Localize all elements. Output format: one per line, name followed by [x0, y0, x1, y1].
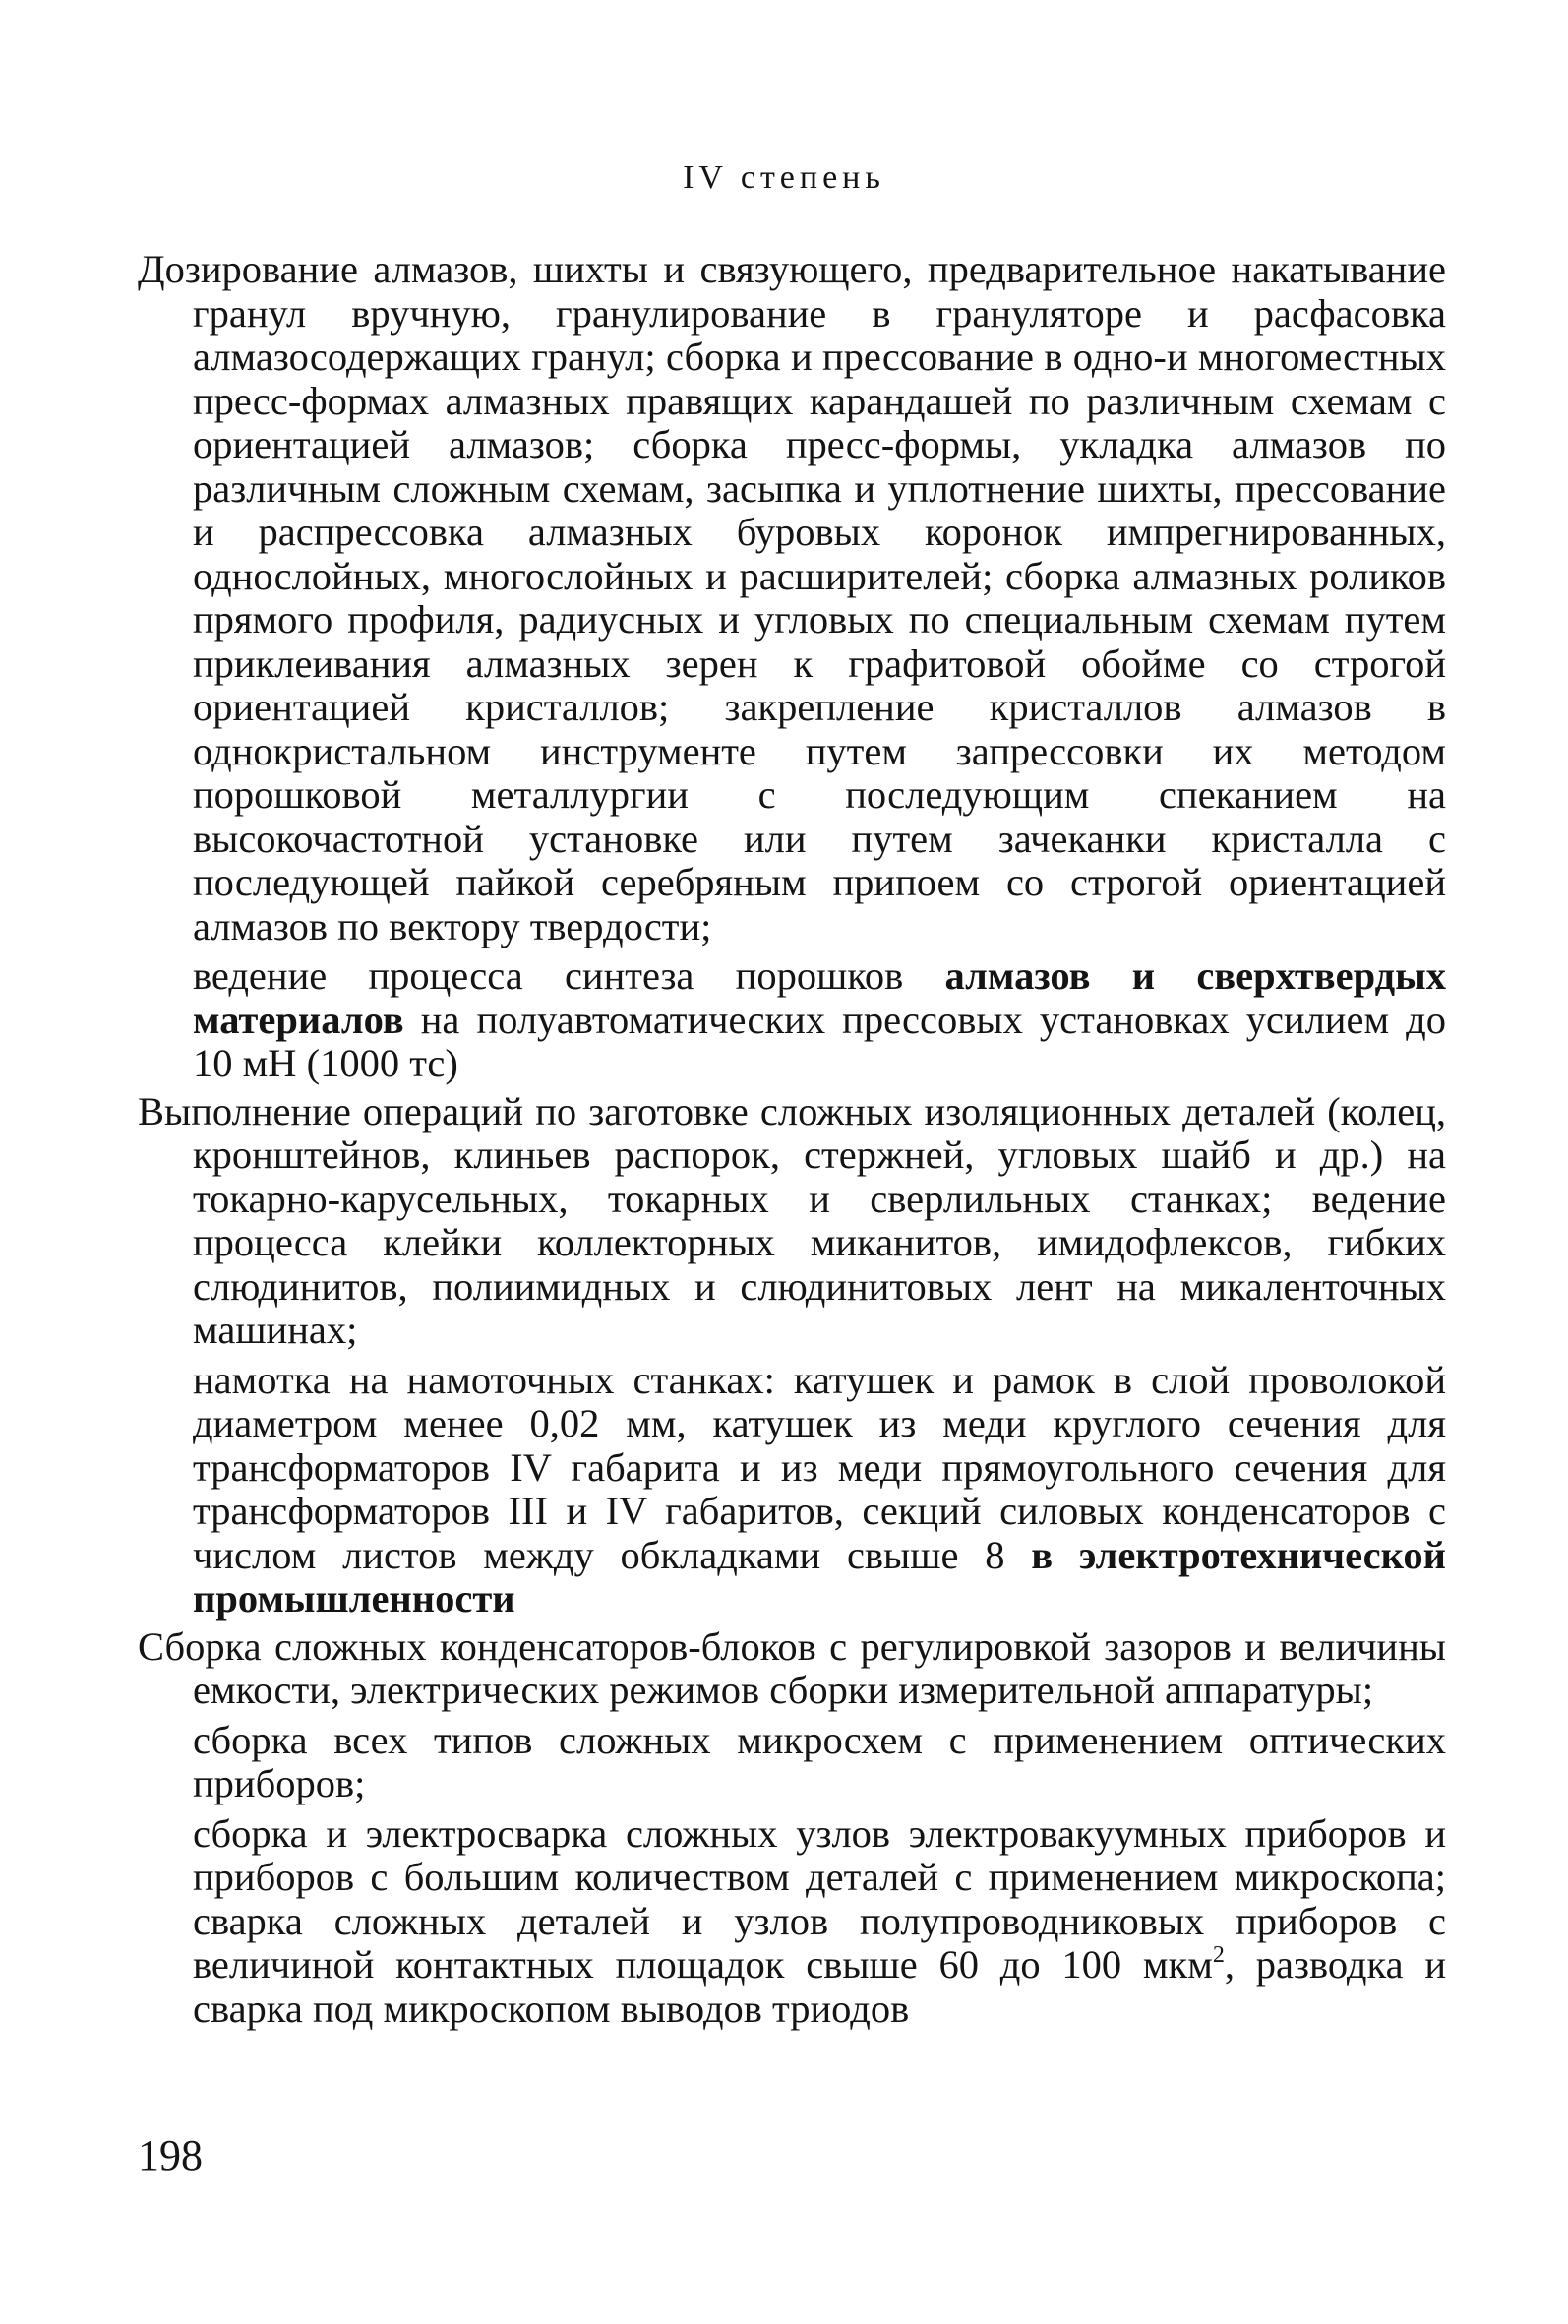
text-span: на полуавтоматических прессовых установках усилием до 10 мН (1000 тс)	[193, 997, 1447, 1085]
entry-paragraph-welding	[193, 1812, 1446, 2032]
entry-paragraph-winding	[193, 1359, 1446, 1621]
entry-paragraph-insulation: Выполнение операций по заготовке сложных изоляционных деталей (колец, кронштейнов, клиньев распорок, стержней, угловых шайб и др.) на токарно-карусельных, токарных и сверлильных станках; ведение процесса клейки коллекторных миканитов, имидофлексов, гибких слюдинитов, полиимидных и слюдинитовых лент на микаленточных машинах;	[138, 1088, 1446, 1352]
superscript: 2	[1212, 1942, 1225, 1968]
page-number: 198	[138, 2131, 203, 2179]
section-heading: IV степень	[683, 159, 885, 196]
document-body	[138, 248, 1446, 2035]
entry-paragraph-microcircuits: сборка всех типов сложных микросхем с применением оптических приборов;	[193, 1717, 1446, 1805]
text-span: ведение процесса синтеза порошков	[193, 953, 904, 998]
entry-paragraph-capacitors: Сборка сложных конденсаторов-блоков с регулировкой зазоров и величины емкости, электрических режимов сборки измерительной аппаратуры;	[138, 1623, 1446, 1712]
entry-paragraph-synthesis	[193, 954, 1446, 1086]
emphasis-text: в электротехнической промышленности	[193, 1532, 1446, 1621]
entry-paragraph-dosing: Дозирование алмазов, шихты и связующего, предварительное накатывание гранул вручную, гранулирование в грануляторе и расфасовка алмазосодержащих гранул; сборка и прессование в одно-и многоместных пресс-формах алмазных правящих карандашей по различным схемам с ориентацией алмазов; сборка пресс-формы, укладка алмазов по различным сложным схемам, засыпка и уплотнение шихты, прессование и распрессовка алмазных буровых коронок импрегнированных, однослойных, многослойных и расширителей; сборка алмазных роликов прямого профиля, радиусных и угловых по специальным схемам путем приклеивания алмазных зерен к графитовой обойме со строгой ориентацией кристаллов; закрепление кристаллов алмазов в однокристальном инструменте путем запрессовки их методом порошковой металлургии с последующим спеканием на высокочастотной установке или путем зачеканки кристалла с последующей пайкой серебряным припоем со строгой ориентацией алмазов по вектору твердости;	[138, 247, 1446, 948]
text-span: намотка на намоточных станках: катушек и рамок в слой проволокой диаметром менее 0,02 мм, катушек из меди круглого сечения для трансформаторов IV габарита и из меди прямоугольного сечения для трансформаторов III и IV габаритов, секций силовых конденсаторов с числом листов между обкладками свыше 8	[193, 1357, 1446, 1577]
text-span: , разводка и сварка под микроскопом выводов триодов	[193, 1942, 1446, 2031]
text-span: сборка и электросварка сложных узлов электровакуумных приборов и приборов с большим количеством деталей с применением микроскопа; сварка сложных деталей и узлов полупроводниковых приборов с величиной контактных площадок свыше 60 до 100 мкм	[193, 1810, 1446, 1987]
emphasis-text: алмазов и сверхтвердых материалов	[193, 953, 1446, 1042]
